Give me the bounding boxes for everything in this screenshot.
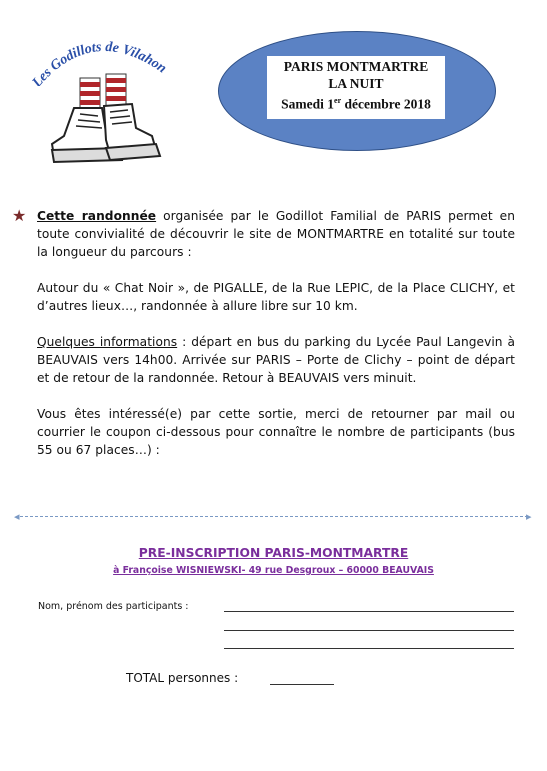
info-lead: Quelques informations <box>37 335 178 349</box>
arrow-left-icon: ◂ <box>14 510 20 523</box>
arrow-right-icon: ▸ <box>526 510 532 523</box>
names-field-line-2[interactable] <box>224 630 514 631</box>
star-icon: ★ <box>12 206 27 225</box>
names-label: Nom, prénom des participants : <box>38 601 189 612</box>
names-field-line-3[interactable] <box>224 648 514 649</box>
intro-lead: Cette randonnée <box>37 209 157 223</box>
coupon-address: à Françoise WISNIEWSKI- 49 rue Desgroux – 60000 BEAUVAIS <box>113 565 434 576</box>
svg-text:Les Godillots de Vilahon: Les Godillots de Vilahon <box>29 39 169 86</box>
interest-paragraph: Vous êtes intéressé(e) par cette sortie, merci de retourner par mail ou courrier le coupon ci-dessous pour connaître le nombre de participants (bus 55 ou 67 places…) : <box>37 407 515 457</box>
cut-line <box>20 516 528 517</box>
intro-paragraph <box>37 207 515 261</box>
event-title <box>267 56 445 119</box>
boots-icon <box>48 70 163 180</box>
total-label: TOTAL personnes : <box>126 671 239 685</box>
info-text: : départ en bus du parking du Lycée Paul Langevin à BEAUVAIS vers 14h00. Arrivée sur PARIS – Porte de Clichy – point de départ et de retour de la randonnée. Retour à BEAUVAIS vers minuit. <box>37 335 516 385</box>
coupon-title: PRE-INSCRIPTION PARIS-MONTMARTRE <box>138 546 409 560</box>
event-date: Samedi 1er décembre 2018 <box>281 96 431 112</box>
total-field-line[interactable] <box>270 684 334 685</box>
route-paragraph: Autour du « Chat Noir », de PIGALLE, de la Rue LEPIC, de la Place CLICHY, et d’autres lieux…, randonnée à allure libre sur 10 km. <box>37 281 515 313</box>
club-logo <box>28 26 178 176</box>
intro-text: organisée par le Godillot Familial de PARIS permet en toute convivialité de découvrir le site de MONTMARTRE en totalité sur toute la longueur du parcours : <box>37 209 515 259</box>
title-line-1: PARIS MONTMARTRE <box>283 59 429 74</box>
names-field-line-1[interactable] <box>224 611 514 612</box>
info-paragraph <box>37 333 515 387</box>
title-line-2: LA NUIT <box>328 76 384 91</box>
